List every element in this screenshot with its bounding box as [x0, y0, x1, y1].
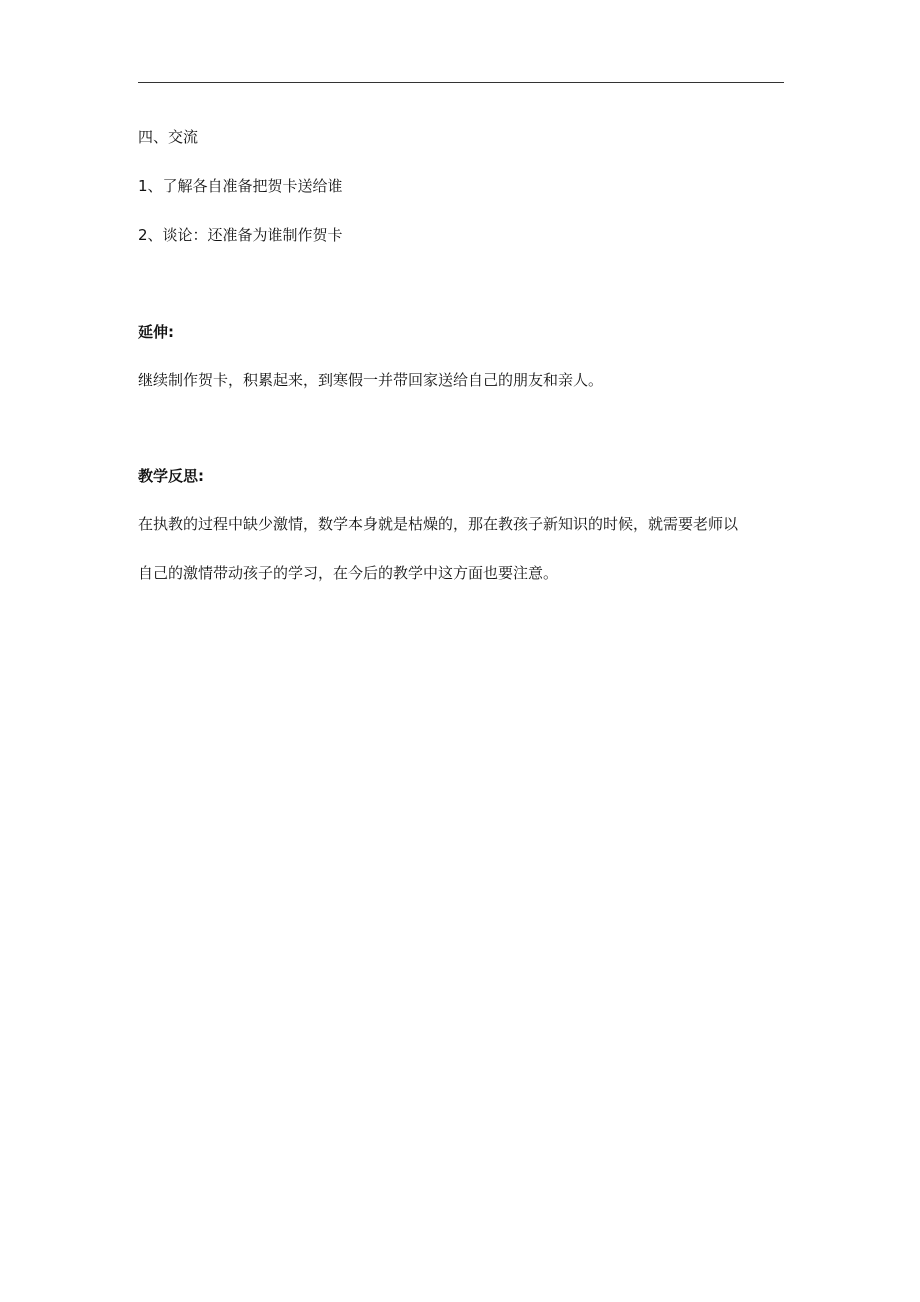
list-item-two: 2、谈论：还准备为谁制作贺卡 — [138, 226, 343, 244]
header-rule — [138, 82, 784, 83]
extension-paragraph: 继续制作贺卡，积累起来，到寒假一并带回家送给自己的朋友和亲人。 — [138, 371, 604, 389]
reflection-heading: 教学反思: — [138, 467, 204, 485]
section-four-heading: 四、交流 — [138, 128, 199, 146]
extension-heading: 延伸: — [138, 323, 174, 341]
reflection-paragraph-line-one: 在执教的过程中缺少激情，数学本身就是枯燥的，那在教孩子新知识的时候，就需要老师以 — [138, 515, 739, 533]
list-item-one: 1、了解各自准备把贺卡送给谁 — [138, 177, 343, 195]
reflection-paragraph-line-two: 自己的激情带动孩子的学习，在今后的教学中这方面也要注意。 — [138, 564, 559, 582]
